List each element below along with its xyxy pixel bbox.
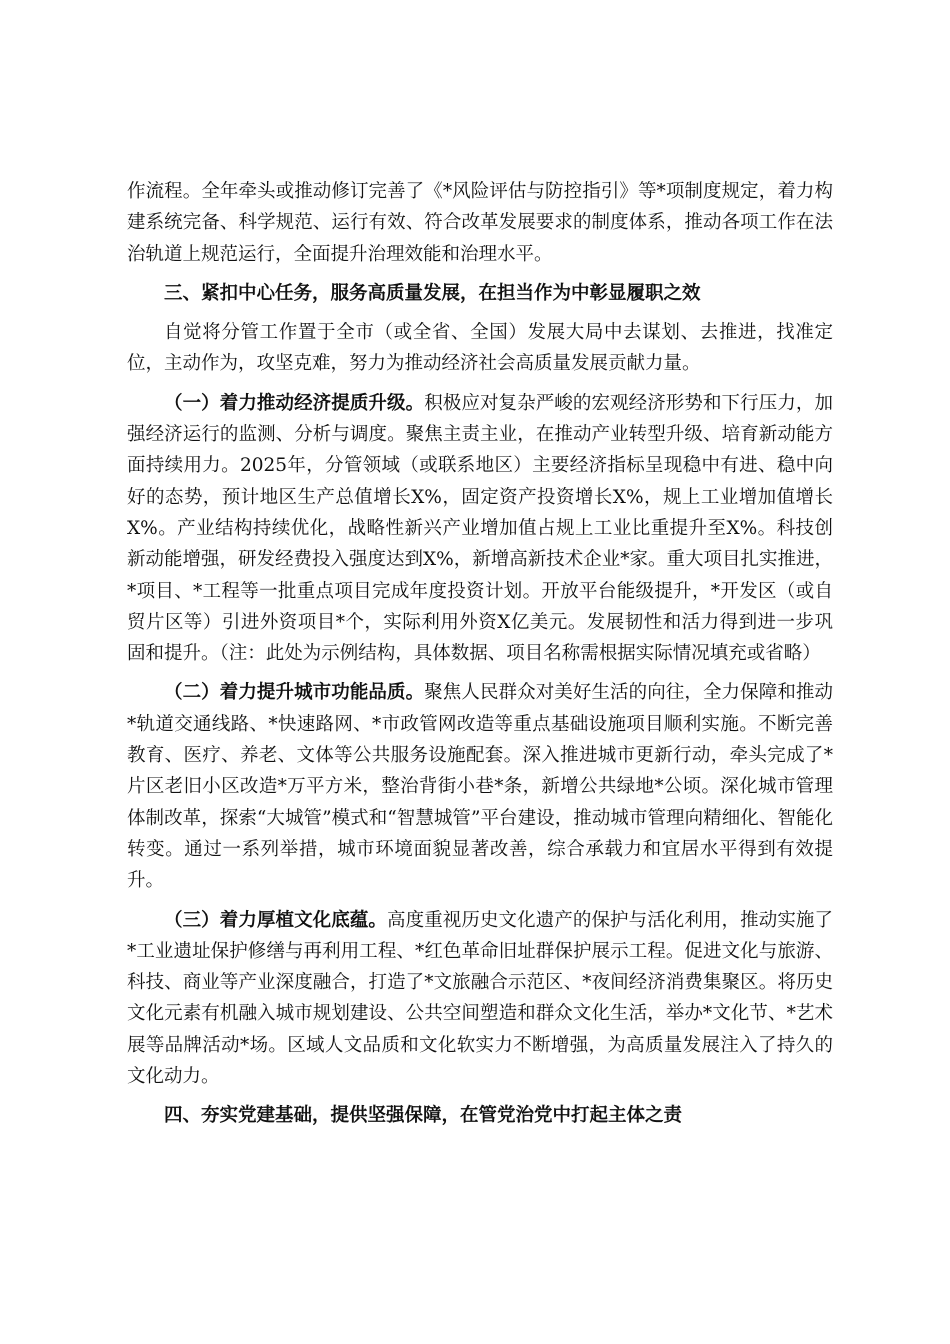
spacer — [127, 669, 833, 677]
spacer — [127, 897, 833, 905]
section-4-heading: 四、夯实党建基础，提供坚强保障，在管党治党中打起主体之责 — [164, 1105, 683, 1127]
document-page — [127, 176, 833, 1132]
subsection-2-body: 聚焦人民群众对美好生活的向往，全力保障和推动*轨道交通线路、*快速路网、*市政管网改造等重点基础设施项目顺利实施。不断完善教育、医疗、养老、文体等公共服务设施配套。深入推进城市更新行动，牵头完成了*片区老旧小区改造*万平方米，整治背街小巷*条，新增公共绿地*公顷。深化城市管理体制改革，探索“大城管”模式和“智慧城管”平台建设，推动城市管理向精细化、智能化转变。通过一系列举措，城市环境面貌显著改善，综合承载力和宜居水平得到有效提升。 — [127, 682, 833, 892]
subsection-2-lead: （二）着力提升城市功能品质。 — [164, 682, 425, 704]
subsection-3-lead: （三）着力厚植文化底蕴。 — [164, 909, 388, 931]
subsection-2-paragraph — [127, 677, 833, 896]
section-3-heading: 三、紧扣中心任务，服务高质量发展，在担当作为中彰显履职之效 — [164, 282, 701, 304]
subsection-1-lead: （一）着力推动经济提质升级。 — [164, 392, 425, 414]
spacer — [127, 380, 833, 388]
spacer — [127, 309, 833, 317]
section-3-paragraph: 自觉将分管工作置于全市（或全省、全国）发展大局中去谋划、去推进，找准定位，主动作为，攻坚克难，努力为推动经济社会高质量发展贡献力量。 — [127, 322, 833, 375]
intro-paragraph: 作流程。全年牵头或推动修订完善了《*风险评估与防控指引》等*项制度规定，着力构建系统完备、科学规范、运行有效、符合改革发展要求的制度体系，推动各项工作在法治轨道上规范运行，全面提升治理效能和治理水平。 — [127, 181, 833, 265]
subsection-1-paragraph — [127, 388, 833, 670]
spacer — [127, 270, 833, 278]
subsection-3-body: 高度重视历史文化遗产的保护与活化利用，推动实施了*工业遗址保护修缮与再利用工程、*红色革命旧址群保护展示工程。促进文化与旅游、科技、商业等产业深度融合，打造了*文旅融合示范区、*夜间经济消费集聚区。将历史文化元素有机融入城市规划建设、公共空间塑造和群众文化生活，举办*文化节、*艺术展等品牌活动*场。区域人文品质和文化软实力不断增强，为高质量发展注入了持久的文化动力。 — [127, 909, 833, 1088]
spacer — [127, 1092, 833, 1100]
subsection-1-body: 积极应对复杂严峻的宏观经济形势和下行压力，加强经济运行的监测、分析与调度。聚焦主责主业，在推动产业转型升级、培育新动能方面持续用力。2025年，分管领域（或联系地区）主要经济指标呈现稳中有进、稳中向好的态势，预计地区生产总值增长X%，固定资产投资增长X%，规上工业增加值增长X%。产业结构持续优化，战略性新兴产业增加值占规上工业比重提升至X%。科技创新动能增强，研发经费投入强度达到X%，新增高新技术企业*家。重大项目扎实推进，*项目、*工程等一批重点项目完成年度投资计划。开放平台能级提升，*开发区（或自贸片区等）引进外资项目*个，实际利用外资X亿美元。发展韧性和活力得到进一步巩固和提升。（注：此处为示例结构，具体数据、项目名称需根据实际情况填充或省略） — [127, 392, 834, 665]
subsection-3-paragraph — [127, 905, 833, 1093]
